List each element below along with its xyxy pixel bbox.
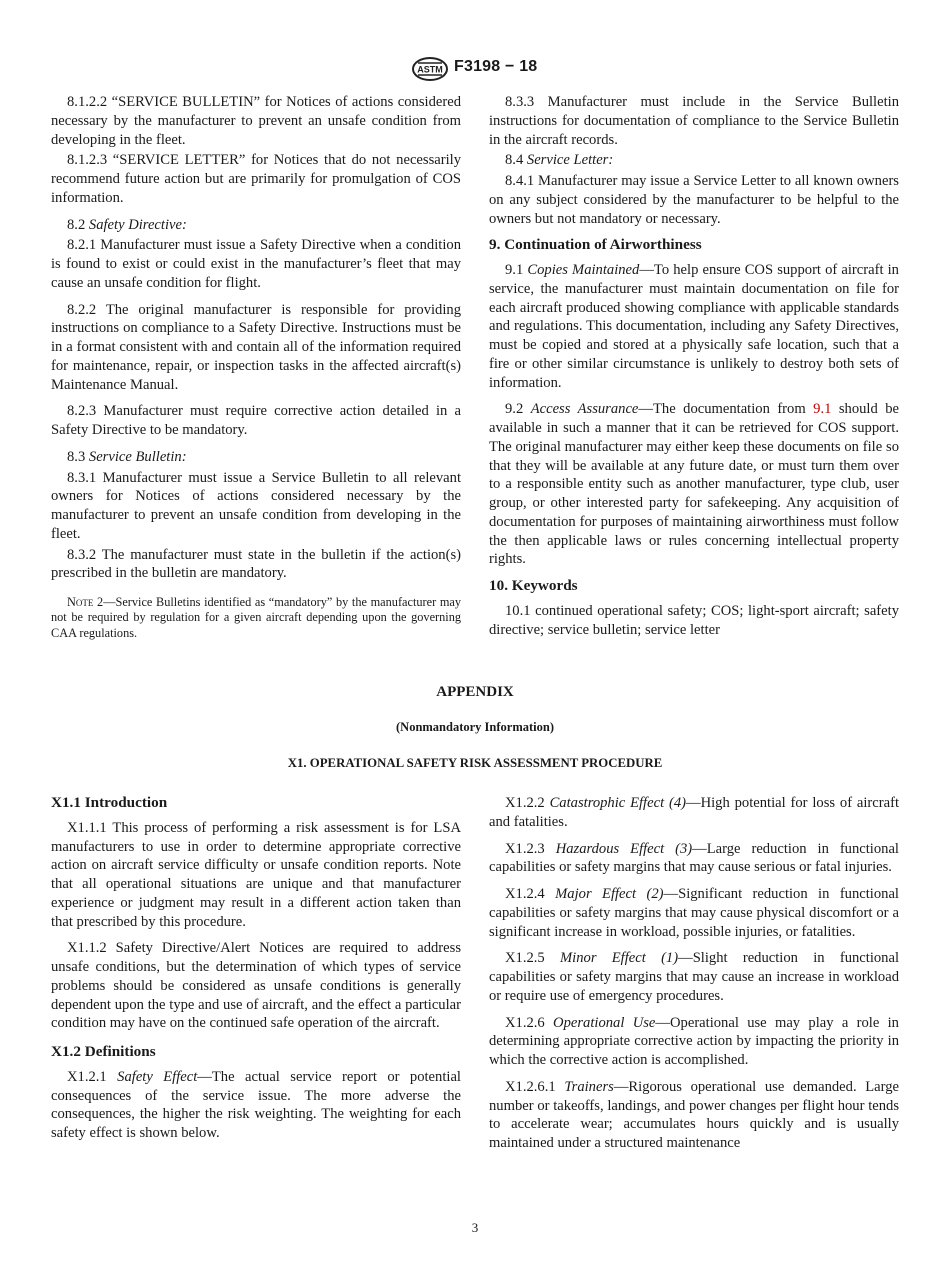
section-8-2-heading: 8.2 Safety Directive: (67, 216, 187, 233)
paragraph-9-2: 9.2 Access Assurance—The documentation from 9.1 should be available in such a manner that it can be retrieved for COS support. The original manufacturer may either keep these documents on file so that they will be available at any future date, or must turn them over to a responsible entity such as another manufacturer, type club, user group, or other interested party for safekeeping. Any acquisition of documentation for purposes of maintaining airworthiness must follow the then applicable laws or rules concerning intellectual property rights. (489, 401, 900, 568)
bottom-right-column (489, 794, 899, 1155)
paragraph-8-2-2: 8.2.2 The original manufacturer is responsible for providing instructions on compliance to a Safety Directive. Instructions must be in a format consistent with and contain all of the information required for maintenance, repair, or inspection tasks in the affected aircraft(s) Maintenance Manual. (51, 301, 461, 393)
note-2: Note 2—Service Bulletins identified as “mandatory” by the manufacturer may not be required by regulation for a given aircraft depending upon the governing CAA regulations. (51, 595, 461, 640)
paragraph-8-2-3: 8.2.3 Manufacturer must require corrective action detailed in a Safety Directive to be mandatory. (51, 403, 461, 438)
appendix-title: APPENDIX (436, 684, 514, 700)
paragraph-8-1-2-3: 8.1.2.3 “SERVICE LETTER” for Notices that do not necessarily recommend future action but are primarily for promulgation of COS information. (51, 152, 461, 206)
section-8-4-heading: 8.4 Service Letter: (505, 152, 614, 169)
paragraph-8-1-2-2: 8.1.2.2 “SERVICE BULLETIN” for Notices of actions considered necessary by the manufacturer to prevent an unsafe condition from developing in the fleet. (51, 94, 461, 148)
paragraph-8-2-1: 8.2.1 Manufacturer must issue a Safety Directive when a condition is found to exist or could exist in the manufacturer’s fleet that may cause an unsafe condition for flight. (51, 237, 461, 291)
paragraph-x1-1-2: X1.1.2 Safety Directive/Alert Notices are required to address unsafe conditions, but the determination of which types of service problems should be considered as unsafe conditions is generally dependent upon the type and use of aircraft, and the effect a particular condition may have on the continued safe operation of the aircraft. (51, 940, 461, 1032)
svg-text:ASTM: ASTM (417, 64, 443, 75)
paragraph-9-1: 9.1 Copies Maintained—To help ensure COS support of aircraft in service, the manufacturer must maintain documentation on file for each aircraft produced showing compliance with applicable standards and regulations. This documentation, including any Safety Directives, must be copied and stored at a physically safe location, such that a fire or other similar circumstance is unlikely to destroy both sets of information. (489, 262, 899, 391)
astm-logo-icon (410, 57, 450, 81)
paragraph-x1-2-2: X1.2.2 Catastrophic Effect (4)—High potential for loss of aircraft and fatalities. (489, 795, 900, 830)
paragraph-8-3-2: 8.3.2 The manufacturer must state in the bulletin if the action(s) prescribed in the bulletin are mandatory. (51, 546, 461, 582)
paragraph-x1-2-4: X1.2.4 Major Effect (2)—Significant reduction in functional capabilities or safety margins that may cause physical discomfort or a significant increase in workload, possible injuries, or fatalities. (489, 886, 899, 940)
document-id: F3198 − 18 (454, 58, 538, 75)
section-9-1-link[interactable]: 9.1 (813, 401, 832, 418)
paragraph-8-3-1: 8.3.1 Manufacturer must issue a Service Bulletin to all relevant owners for Notices of actions considered necessary by the manufacturer to prevent an unsafe condition from developing in the fleet. (51, 469, 461, 542)
section-10-heading: 10. Keywords (489, 577, 578, 594)
page-number: 3 (471, 1220, 479, 1235)
bottom-left-column (51, 794, 461, 1151)
page-header (0, 57, 950, 83)
appendix-x1-title: X1. OPERATIONAL SAFETY RISK ASSESSMENT PROCEDURE (287, 756, 663, 770)
paragraph-x1-2-6-1: X1.2.6.1 Trainers—Rigorous operational use demanded. Large number or takeoffs, landings, and power changes per flight hour tends to accelerate wear; accumulates hours quickly and is usually maintained under a structured maintenance (489, 1078, 899, 1151)
section-x1-2-heading: X1.2 Definitions (51, 1043, 156, 1060)
section-8-3-heading: 8.3 Service Bulletin: (67, 448, 187, 465)
paragraph-8-3-3: 8.3.3 Manufacturer must include in the Service Bulletin instructions for documentation of compliance to the Service Bulletin in the aircraft records. (489, 94, 899, 148)
paragraph-x1-2-5: X1.2.5 Minor Effect (1)—Slight reduction in functional capabilities or safety margins that may cause an increase in workload or require use of emergency procedures. (489, 950, 899, 1004)
appendix-subtitle: (Nonmandatory Information) (396, 720, 554, 734)
top-left-column (51, 93, 461, 641)
paragraph-x1-2-3: X1.2.3 Hazardous Effect (3)—Large reduction in functional capabilities or safety margins that may cause serious or fatal injuries. (489, 840, 899, 876)
paragraph-10-1: 10.1 continued operational safety; COS; light-sport aircraft; safety directive; service bulletin; service letter (489, 602, 899, 638)
paragraph-x1-1-1: X1.1.1 This process of performing a risk assessment is for LSA manufacturers to use in order to determine appropriate corrective action on aircraft service difficulty or unsafe condition reports. Note that all operational situations are unique and that manufacturer experience or judgment may result in a different action taken than that prescribed by this procedure. (51, 819, 461, 930)
section-x1-1-heading: X1.1 Introduction (51, 794, 168, 811)
paragraph-x1-2-6: X1.2.6 Operational Use—Operational use may play a role in determining appropriate corrective action by impacting the priority in which the corrective action is accomplished. (489, 1014, 899, 1068)
paragraph-8-4-1: 8.4.1 Manufacturer may issue a Service Letter to all known owners on any subject considered by the manufacturer to be helpful to the owners but not mandatory or necessary. (489, 173, 899, 227)
paragraph-x1-2-1: X1.2.1 Safety Effect—The actual service report or potential consequences of the service issue. The more adverse the consequences, the higher the risk weighting. The weighting for each safety effect is shown below. (51, 1068, 461, 1141)
top-right-column (489, 93, 899, 647)
section-9-heading: 9. Continuation of Airworthiness (489, 236, 702, 254)
